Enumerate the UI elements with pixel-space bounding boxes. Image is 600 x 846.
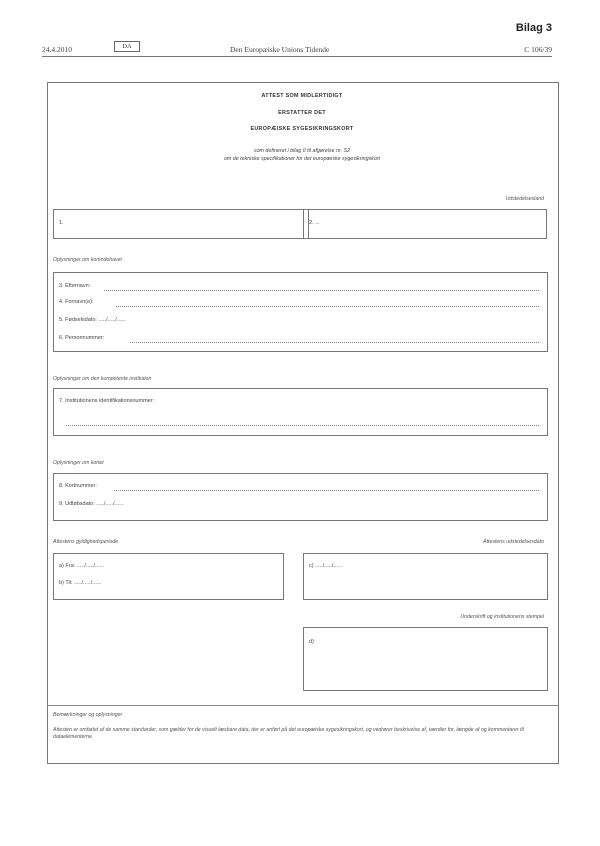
- institution-id-label: 7. Institutionens identifikationsnummer:: [59, 398, 155, 404]
- surname-line[interactable]: [104, 290, 539, 291]
- remarks-text: Attesten er omfattet af de samme standarder, som gælder for de visuelt læsbare data, der er anført på det europæiske sygesikringskort, og vedrører beskrivelse af, værdier for, længde af og kommentarer til dataelementerne.: [53, 727, 524, 740]
- expiry-date-label: 9. Udløbsdato: ...../...../......: [59, 501, 124, 507]
- issuing-state-label: Udstedelsesland: [505, 196, 544, 202]
- birth-date-label: 5. Fødselsdato: ...../...../......: [59, 317, 126, 323]
- page-reference: C 106/39: [524, 45, 552, 54]
- valid-to-label[interactable]: b) Til: ...../...../......: [59, 580, 102, 586]
- card-number-label: 8. Kortnummer:: [59, 483, 97, 489]
- header-date: 24.4.2010: [42, 45, 72, 54]
- issue-date-section-label: Attestens udstedelsesdato: [483, 539, 544, 545]
- field-2-box[interactable]: [303, 209, 547, 239]
- field-1-box[interactable]: [53, 209, 309, 239]
- annex-label: Bilag 3: [515, 22, 552, 34]
- card-number-line[interactable]: [114, 490, 539, 491]
- form-title-line-1: ATTEST SOM MIDLERTIDIGT: [261, 93, 343, 99]
- form-title-line-2: ERSTATTER DET: [278, 110, 326, 116]
- institution-section-label: Oplysninger om den kompetente institution: [53, 376, 152, 382]
- valid-from-label[interactable]: a) Fra: ...../...../......: [59, 563, 105, 569]
- holder-section-label: Oplysninger om kortindehaver: [53, 257, 123, 263]
- remarks-divider: [47, 705, 559, 706]
- field-1-label: 1.: [59, 220, 64, 226]
- holder-box: [53, 272, 548, 352]
- first-name-label: 4. Fornavn(e):: [59, 299, 94, 305]
- card-section-label: Oplysninger om kortet: [53, 460, 104, 466]
- personal-number-line[interactable]: [130, 342, 539, 343]
- personal-number-label: 6. Personnummer:: [59, 335, 105, 341]
- institution-box: [53, 388, 548, 436]
- form-subtitle-line-1: som defineret i bilag II til afgørelse nr. S2: [253, 148, 351, 154]
- card-box: [53, 473, 548, 521]
- issue-date-field: c) ...../...../......: [309, 563, 343, 569]
- first-name-line[interactable]: [116, 306, 539, 307]
- language-code-box: DA: [114, 41, 140, 52]
- signature-section-label: Underskrift og institutionens stempel: [460, 614, 544, 620]
- signature-field: d): [309, 639, 314, 645]
- validity-box: [53, 553, 284, 600]
- journal-title: Den Europæiske Unions Tidende: [230, 45, 330, 54]
- field-2-label: 2. ...: [309, 220, 320, 226]
- validity-section-label: Attestens gyldighedsperiode: [53, 539, 119, 545]
- form-subtitle-line-2: om de tekniske specifikationer for det europæiske sygesikringskort: [223, 156, 381, 162]
- header-rule: [42, 56, 552, 57]
- surname-label: 3. Efternavn:: [59, 283, 91, 289]
- form-title-line-3: EUROPÆISKE SYGESIKRINGSKORT: [250, 126, 354, 132]
- signature-box[interactable]: [303, 627, 548, 691]
- institution-id-line[interactable]: [66, 425, 539, 426]
- remarks-label: Bemærkninger og oplysninger: [53, 712, 123, 718]
- issue-date-box[interactable]: [303, 553, 548, 600]
